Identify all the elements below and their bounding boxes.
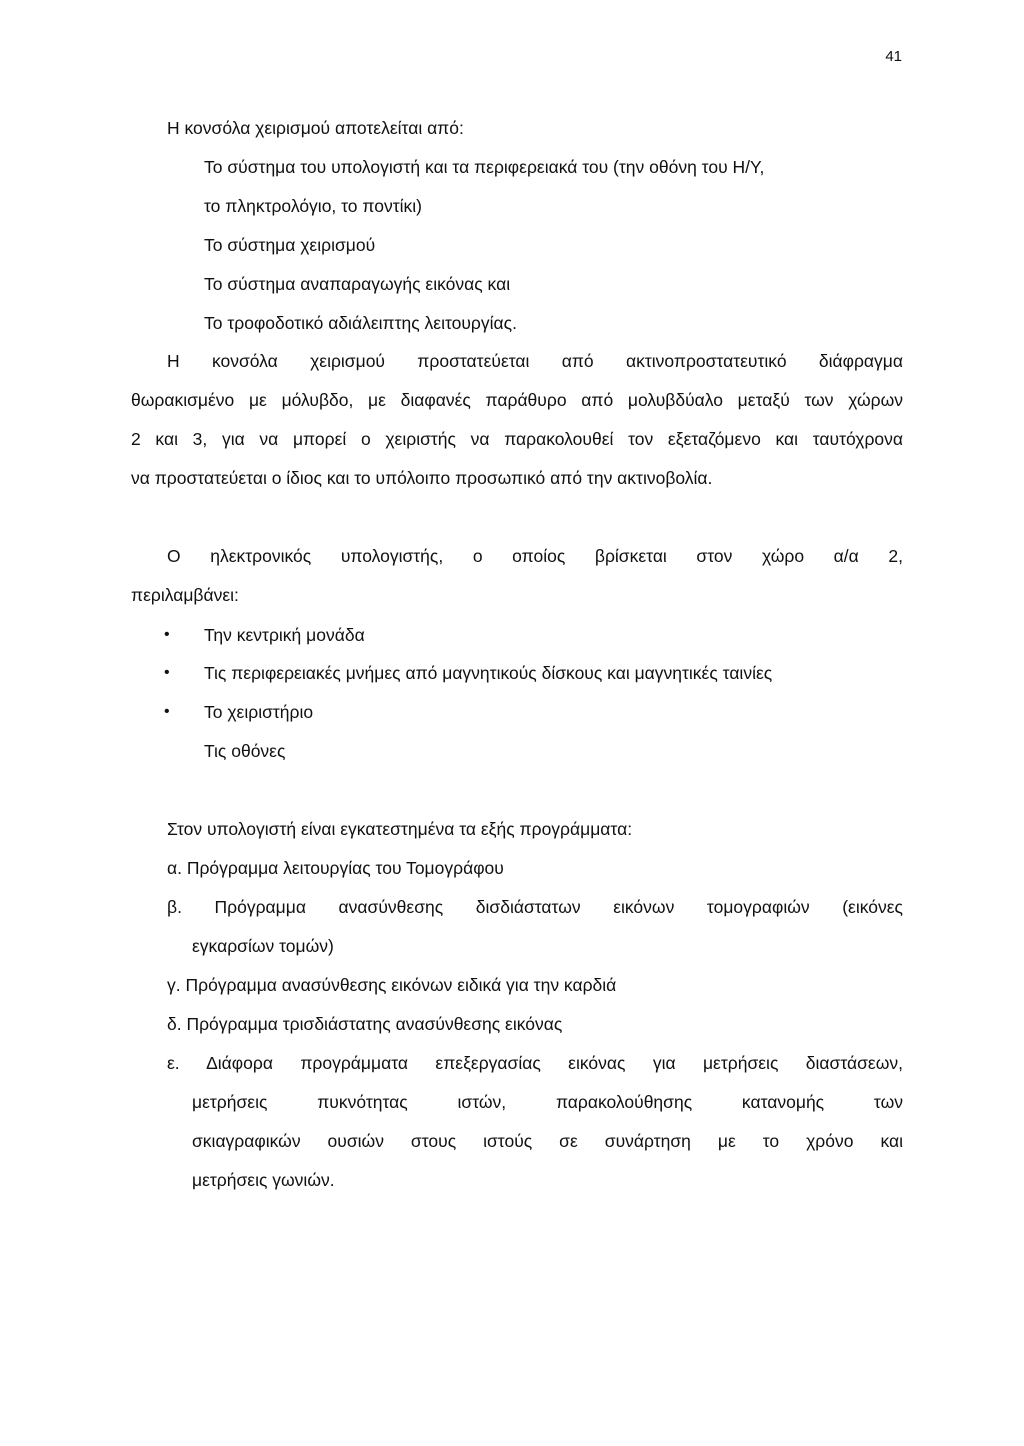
computer-intro-line: περιλαμβάνει: (131, 585, 239, 605)
protection-line: να προστατεύεται ο ίδιος και το υπόλοιπο προσωπικό από την ακτινοβολία. (131, 468, 713, 488)
program-line: α. Πρόγραμμα λειτουργίας του Τομογράφου (167, 858, 504, 878)
console-item: Το σύστημα του υπολογιστή και τα περιφερειακά του (την οθόνη του Η/Υ, (204, 157, 765, 177)
program-line: ε. Διάφορα προγράμματα επεξεργασίας εικόνας για μετρήσεις διαστάσεων, (167, 1053, 903, 1073)
console-item: το πληκτρολόγιο, το ποντίκι) (204, 196, 422, 216)
bullet-icon: • (164, 703, 170, 720)
program-line: δ. Πρόγραμμα τρισδιάστατης ανασύνθεσης εικόνας (167, 1014, 563, 1034)
bullet-icon: • (164, 626, 170, 643)
protection-line: θωρακισμένο με μόλυβδο, με διαφανές παράθυρο από μολυβδύαλο μεταξύ των χώρων (131, 390, 903, 410)
page-number: 41 (885, 48, 902, 65)
program-line: β. Πρόγραμμα ανασύνθεσης δισδιάστατων εικόνων τομογραφιών (εικόνες (167, 897, 903, 917)
program-line: μετρήσεις πυκνότητας ιστών, παρακολούθησης κατανομής των (192, 1092, 903, 1112)
program-line: σκιαγραφικών ουσιών στους ιστούς σε συνάρτηση με το χρόνο και (192, 1131, 903, 1151)
computer-item: Το χειριστήριο (204, 702, 314, 722)
computer-item: Τις οθόνες (204, 741, 286, 761)
console-item: Το σύστημα χειρισμού (204, 235, 376, 255)
computer-intro-line: Ο ηλεκτρονικός υπολογιστής, ο οποίος βρίσκεται στον χώρο α/α 2, (167, 546, 903, 566)
bullet-icon: • (164, 664, 170, 681)
protection-line: Η κονσόλα χειρισμού προστατεύεται από ακτινοπροστατευτικό διάφραγμα (167, 351, 903, 371)
protection-line: 2 και 3, για να μπορεί ο χειριστής να παρακολουθεί τον εξεταζόμενο και ταυτόχρονα (131, 429, 903, 449)
programs-intro: Στον υπολογιστή είναι εγκατεστημένα τα εξής προγράμματα: (167, 819, 633, 839)
program-line: γ. Πρόγραμμα ανασύνθεσης εικόνων ειδικά για την καρδιά (167, 975, 617, 995)
console-intro: Η κονσόλα χειρισμού αποτελείται από: (167, 118, 464, 138)
console-item: Το σύστημα αναπαραγωγής εικόνας και (204, 274, 511, 294)
console-item: Το τροφοδοτικό αδιάλειπτης λειτουργίας. (204, 313, 517, 333)
computer-item: Την κεντρική μονάδα (204, 625, 365, 645)
program-line: εγκαρσίων τομών) (192, 936, 334, 956)
program-line: μετρήσεις γωνιών. (192, 1170, 335, 1190)
computer-item: Τις περιφερειακές μνήμες από μαγνητικούς δίσκους και μαγνητικές ταινίες (204, 663, 773, 683)
